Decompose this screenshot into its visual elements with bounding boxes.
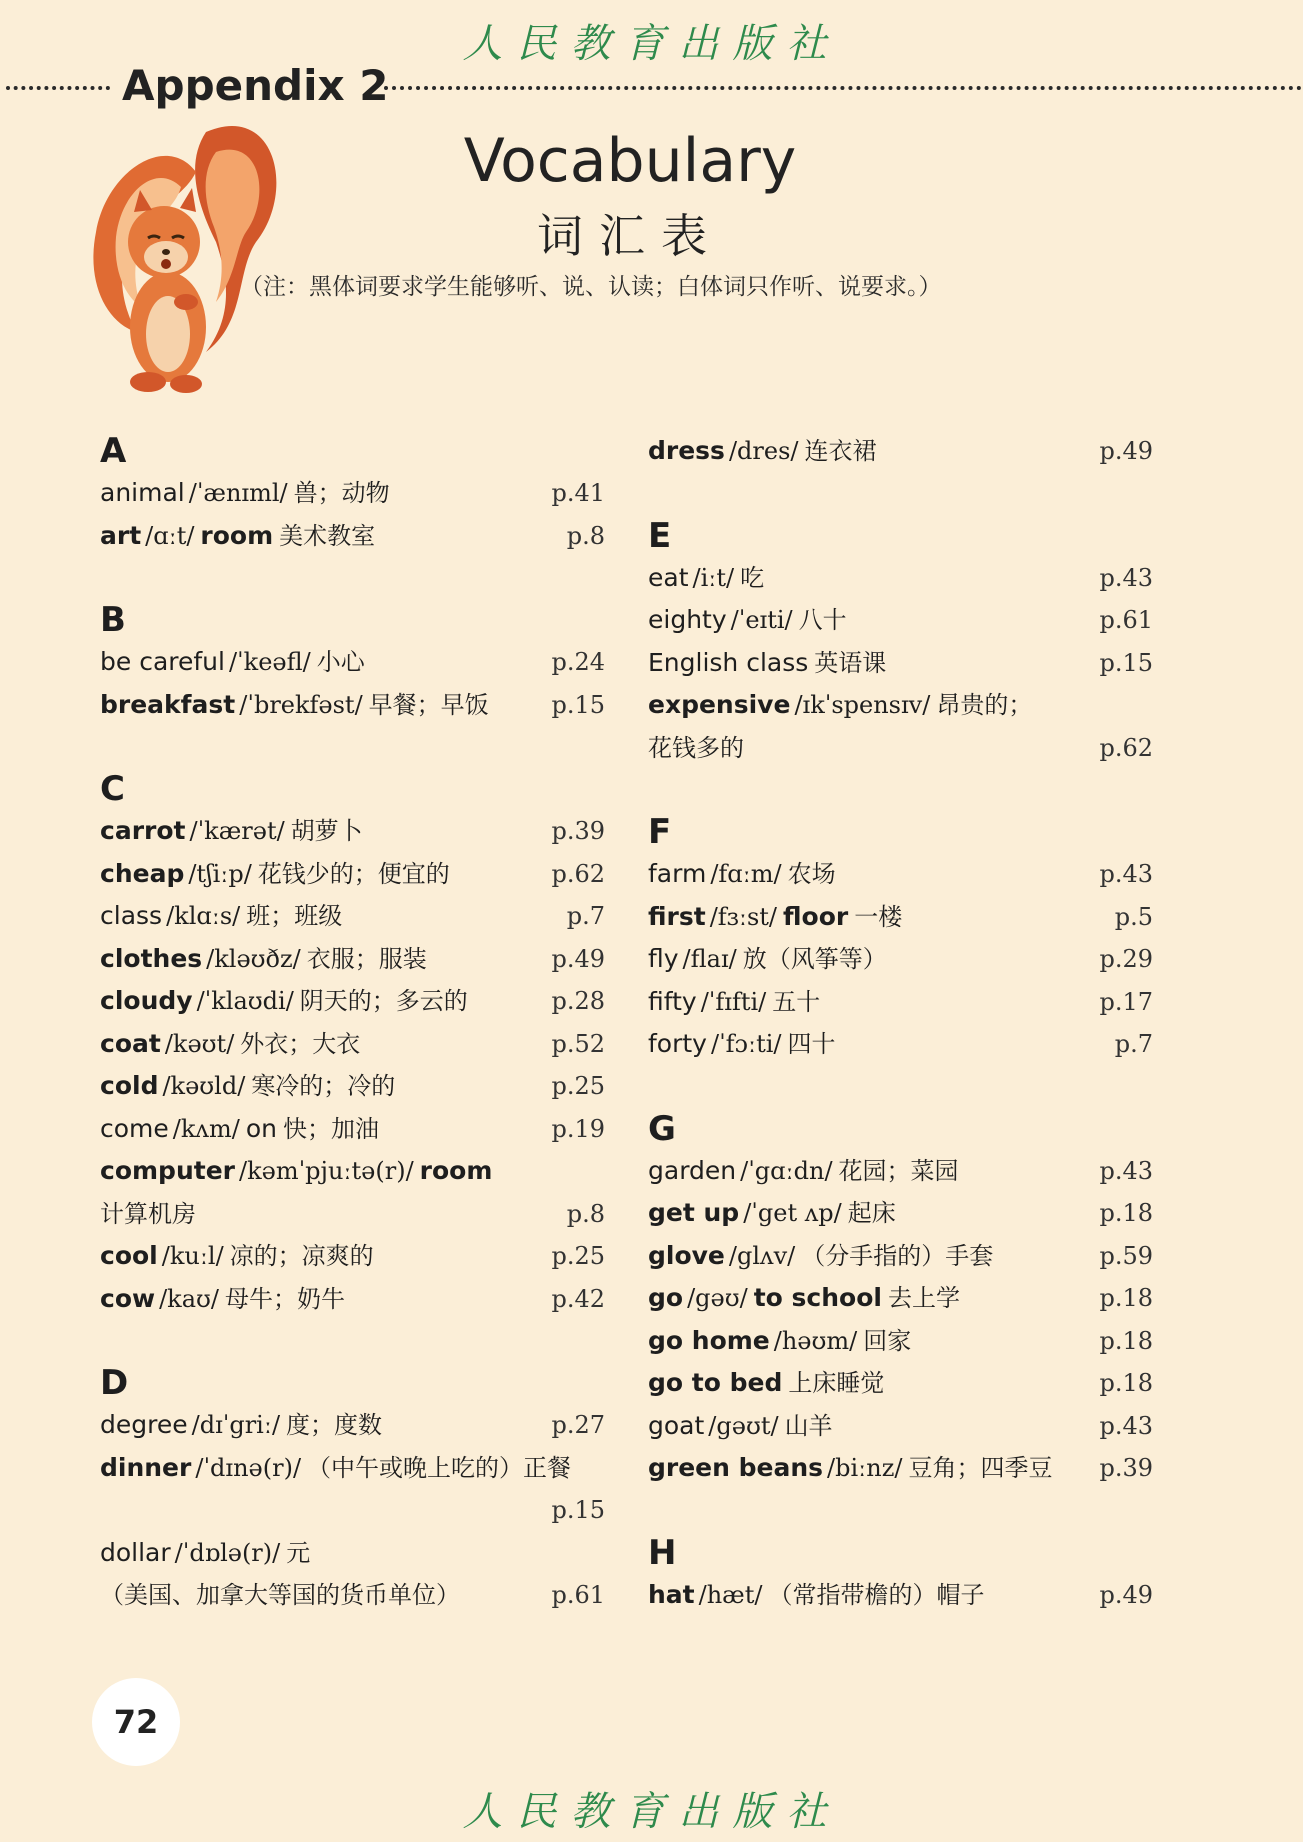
entry-word: go to bed <box>648 1368 783 1397</box>
entry-word: cold <box>100 1071 159 1100</box>
group-spacer <box>100 1320 605 1362</box>
vocab-entry <box>648 1150 1153 1193</box>
letter-group <box>648 769 1153 1066</box>
entry-phonetic: /kuːl/ <box>161 1242 224 1270</box>
entry-page: p.62 <box>551 859 605 888</box>
entry-word: go <box>648 1283 684 1312</box>
entry-meaning: 衣服；服装 <box>306 944 427 973</box>
entry-meaning-cont: 计算机房 <box>100 1199 196 1228</box>
vocab-entry <box>100 472 605 515</box>
vocab-entry <box>100 684 605 727</box>
right-column <box>648 430 1153 1616</box>
entry-meaning: （分手指的）手套 <box>801 1241 994 1270</box>
group-spacer <box>648 1490 1153 1532</box>
entry-meaning: 一楼 <box>854 902 903 931</box>
entry-meaning: 昂贵的； <box>936 691 1033 719</box>
entry-page: p.15 <box>551 1496 605 1524</box>
entry-meaning: 去上学 <box>887 1284 960 1312</box>
vocab-entry <box>648 1192 1153 1235</box>
entry-phonetic: /kləʊðz/ <box>206 944 301 973</box>
entry-word: first <box>648 901 706 931</box>
entry-page: p.25 <box>551 1242 605 1270</box>
entry-page: p.29 <box>1099 945 1153 973</box>
vocab-entry <box>648 684 1153 727</box>
entry-phonetic: /kəʊld/ <box>162 1072 246 1100</box>
letter-group <box>648 1066 1153 1490</box>
vocab-entry <box>648 853 1153 896</box>
entry-word: cool <box>100 1241 158 1270</box>
entry-phonetic: /kəʊt/ <box>164 1029 235 1058</box>
entry-page: p.43 <box>1099 860 1153 888</box>
section-letter: H <box>648 1532 677 1573</box>
dotted-rule-left <box>6 86 110 90</box>
entry-page: p.7 <box>1114 1030 1153 1058</box>
entry-phonetic: /ɑːt/ <box>145 521 195 550</box>
entry-page: p.49 <box>1099 437 1153 465</box>
vocab-entry <box>648 430 1153 473</box>
publisher-header: 人民教育出版社 <box>462 21 841 67</box>
entry-phonetic: /dɪˈgriː/ <box>191 1411 281 1439</box>
entry-meaning: 母牛；奶牛 <box>225 1284 345 1313</box>
entry-meaning: 吃 <box>740 563 765 592</box>
entry-page: p.39 <box>1099 1454 1153 1482</box>
entry-word: go home <box>648 1325 770 1355</box>
vocab-entry <box>648 1405 1153 1448</box>
squirrel-illustration <box>86 112 282 412</box>
entry-word-second: on <box>245 1113 277 1143</box>
entry-phonetic: /ˈklaʊdi/ <box>196 987 294 1015</box>
letter-group <box>100 1320 605 1617</box>
entry-word: class <box>100 901 163 930</box>
entry-word: carrot <box>100 816 186 845</box>
entry-word: green beans <box>648 1453 824 1482</box>
vocab-entry <box>648 1235 1153 1278</box>
vocab-entry <box>100 1278 605 1321</box>
entry-page: p.52 <box>551 1029 605 1058</box>
entry-word: degree <box>100 1410 188 1439</box>
entry-meaning: 上床睡觉 <box>788 1369 885 1397</box>
entry-page: p.61 <box>1099 606 1153 634</box>
entry-continuation <box>100 1193 605 1236</box>
entry-word: goat <box>648 1410 705 1440</box>
entry-meaning: 外衣；大衣 <box>240 1029 361 1058</box>
entry-meaning-cont: 花钱多的 <box>648 733 744 762</box>
vocab-entry <box>648 1277 1153 1320</box>
entry-continuation <box>648 727 1153 770</box>
entry-word: forty <box>648 1029 707 1058</box>
vocab-entry <box>648 896 1153 939</box>
entry-meaning: （常指带檐的）帽子 <box>768 1580 985 1609</box>
entry-phonetic: /ˈgɑːdn/ <box>740 1156 833 1185</box>
entry-meaning: 快；加油 <box>282 1114 379 1143</box>
entry-page: p.49 <box>551 944 605 973</box>
entry-page: p.17 <box>1099 987 1153 1016</box>
entry-phonetic: /ˈfɪfti/ <box>700 987 767 1016</box>
letter-group <box>100 726 605 1320</box>
entry-page: p.61 <box>551 1581 605 1609</box>
vocab-entry <box>100 895 605 938</box>
entry-page: p.7 <box>566 902 605 930</box>
section-letter: B <box>100 600 126 640</box>
entry-page: p.39 <box>551 817 605 845</box>
entry-page: p.5 <box>1114 902 1153 931</box>
entry-phonetic: /ˈbrekfəst/ <box>239 690 363 719</box>
entry-phonetic: /hæt/ <box>698 1580 763 1609</box>
entry-meaning: 八十 <box>798 606 847 634</box>
section-letter: A <box>100 431 127 471</box>
vocabulary-title-cn: 词汇表 <box>537 209 723 263</box>
entry-word: cow <box>100 1283 156 1313</box>
appendix-title: Appendix 2 <box>122 61 389 110</box>
entry-page: p.28 <box>551 987 605 1015</box>
entry-word-second: room <box>419 1156 493 1185</box>
entry-phonetic: /gəʊ/ <box>687 1284 748 1312</box>
vocab-entry <box>100 1447 605 1490</box>
entry-meaning: 早餐；早饭 <box>368 690 489 719</box>
entry-page: p.18 <box>1099 1199 1153 1227</box>
vocab-entry <box>648 1574 1153 1617</box>
entry-word: cloudy <box>100 986 193 1015</box>
vocab-entry <box>100 641 605 684</box>
entry-meaning: 元 <box>286 1538 311 1567</box>
entry-word: dress <box>648 436 725 465</box>
entry-page: p.18 <box>1099 1284 1153 1312</box>
entry-phonetic: /ɪkˈspensɪv/ <box>794 691 931 719</box>
entry-meaning: 放（风筝等） <box>742 945 887 973</box>
vocab-entry <box>100 1023 605 1066</box>
entry-meaning: 兽；动物 <box>293 479 390 507</box>
vocab-entry <box>648 1320 1153 1363</box>
vocab-entry <box>648 1023 1153 1066</box>
entry-meaning: 花钱少的；便宜的 <box>257 859 450 888</box>
entry-phonetic: /klɑːs/ <box>166 902 241 930</box>
entry-page: p.19 <box>551 1114 605 1143</box>
entry-phonetic: /kaʊ/ <box>159 1284 219 1313</box>
entry-word: breakfast <box>100 689 236 719</box>
appendix-header <box>6 62 1302 110</box>
entry-phonetic: /glʌv/ <box>728 1241 796 1270</box>
section-letter: G <box>648 1108 676 1149</box>
entry-word: get up <box>648 1198 740 1227</box>
vocab-entry <box>648 557 1153 600</box>
letter-group <box>648 473 1153 770</box>
entry-word-second: room <box>200 520 274 550</box>
entry-phonetic: /ˈdɪnə(r)/ <box>195 1453 302 1482</box>
entry-page: p.41 <box>551 479 605 507</box>
entry-meaning: 起床 <box>847 1199 896 1227</box>
vocab-entry <box>648 599 1153 642</box>
entry-meaning: （中午或晚上吃的）正餐 <box>307 1453 572 1482</box>
entry-meaning: 豆角；四季豆 <box>908 1454 1053 1482</box>
entry-word: cheap <box>100 858 185 888</box>
entry-page: p.43 <box>1099 563 1153 592</box>
entry-meaning: 回家 <box>863 1326 912 1355</box>
entry-word: eat <box>648 562 689 592</box>
vocab-entry <box>100 1235 605 1278</box>
entry-phonetic: /fɜːst/ <box>709 902 778 931</box>
entry-page: p.43 <box>1099 1411 1153 1440</box>
entry-page: p.18 <box>1099 1369 1153 1397</box>
entry-phonetic: /iːt/ <box>692 563 735 592</box>
vocab-entry <box>100 1065 605 1108</box>
entry-word: come <box>100 1113 169 1143</box>
entry-word: English class <box>648 647 809 677</box>
entry-word: dollar <box>100 1537 171 1567</box>
entry-word: art <box>100 520 142 550</box>
entry-word: glove <box>648 1240 725 1270</box>
group-spacer <box>648 473 1153 515</box>
entry-meaning: 小心 <box>316 648 365 676</box>
entry-page: p.59 <box>1099 1241 1153 1270</box>
note: （注：黑体词要求学生能够听、说、认读；白体词只作听、说要求。） <box>240 274 942 300</box>
vocab-entry <box>100 1404 605 1447</box>
entry-page: p.49 <box>1099 1580 1153 1609</box>
entry-phonetic: /ˈget ʌp/ <box>743 1199 842 1227</box>
letter-group <box>648 430 1153 473</box>
entry-meaning: 英语课 <box>814 648 887 677</box>
entry-meaning: 凉的；凉爽的 <box>229 1242 374 1270</box>
vocab-entry <box>648 642 1153 685</box>
entry-word-second: floor <box>783 901 849 931</box>
entry-page: p.24 <box>551 648 605 676</box>
entry-page: p.8 <box>566 521 605 550</box>
entry-meaning: 寒冷的；冷的 <box>251 1072 396 1100</box>
vocab-entry <box>100 515 605 558</box>
entry-meaning: 农场 <box>787 860 836 888</box>
entry-word: fly <box>648 944 679 973</box>
vocab-entry <box>648 981 1153 1024</box>
entry-phonetic: /ˈfɔːti/ <box>710 1030 782 1058</box>
entry-page: p.42 <box>551 1284 605 1313</box>
entry-meaning: 度；度数 <box>286 1411 383 1439</box>
entry-word: be careful <box>100 647 225 676</box>
entry-word: expensive <box>648 690 791 719</box>
letter-group <box>648 1490 1153 1617</box>
entry-phonetic: /ˈkærət/ <box>189 817 285 845</box>
section-letter: F <box>648 812 672 852</box>
entry-word: computer <box>100 1156 235 1185</box>
entry-phonetic: /dres/ <box>728 437 799 465</box>
entry-page: p.25 <box>551 1072 605 1100</box>
vocabulary-title: Vocabulary <box>463 126 797 196</box>
entry-page: p.43 <box>1099 1156 1153 1185</box>
dotted-rule-right <box>384 86 1302 90</box>
section-letter: E <box>648 515 672 556</box>
vocab-entry <box>100 980 605 1023</box>
entry-phonetic: /ˈænɪml/ <box>188 479 288 507</box>
entry-phonetic: /gəʊt/ <box>708 1411 779 1440</box>
entry-meaning: 班；班级 <box>246 902 343 930</box>
vocab-entry <box>100 1108 605 1151</box>
vocab-entry <box>648 1362 1153 1405</box>
entry-meaning: 五十 <box>772 987 821 1016</box>
entry-meaning: 阴天的；多云的 <box>299 987 468 1015</box>
entry-word: farm <box>648 859 707 888</box>
entry-phonetic: /kʌm/ <box>172 1114 240 1143</box>
section-letter: D <box>100 1363 129 1403</box>
entry-word: clothes <box>100 943 203 973</box>
entry-phonetic: /ˈeɪti/ <box>730 606 793 634</box>
entry-meaning: 美术教室 <box>279 521 376 550</box>
vocab-entry <box>100 938 605 981</box>
entry-continuation <box>100 1574 605 1617</box>
group-spacer <box>100 557 605 599</box>
entry-phonetic: /ˈdɒlə(r)/ <box>174 1538 281 1567</box>
entry-meaning: 四十 <box>787 1030 836 1058</box>
entry-page: p.18 <box>1099 1326 1153 1355</box>
entry-page: p.15 <box>1099 648 1153 677</box>
publisher-footer: 人民教育出版社 <box>462 1789 841 1835</box>
page-number: 72 <box>92 1678 180 1766</box>
entry-word-second: to school <box>753 1283 882 1312</box>
entry-page: p.27 <box>551 1411 605 1439</box>
entry-phonetic: /flaɪ/ <box>682 945 737 973</box>
entry-phonetic: /fɑːm/ <box>710 860 782 888</box>
entry-word: hat <box>648 1579 695 1609</box>
entry-page: p.8 <box>566 1199 605 1228</box>
group-spacer <box>100 726 605 768</box>
entry-word: animal <box>100 478 185 507</box>
vocab-entry <box>100 1150 605 1193</box>
entry-phonetic: /həʊm/ <box>773 1326 858 1355</box>
entry-phonetic: /ˈkeəfl/ <box>228 648 311 676</box>
vocab-entry <box>648 938 1153 981</box>
entry-word: fifty <box>648 986 697 1016</box>
entry-meaning: 花园；菜园 <box>838 1156 959 1185</box>
entry-meaning-cont: （美国、加拿大等国的货币单位） <box>100 1581 460 1609</box>
section-letter: C <box>100 769 125 809</box>
vocab-entry <box>648 1447 1153 1490</box>
letter-group <box>100 557 605 726</box>
vocab-entry <box>100 853 605 896</box>
letter-group <box>100 430 605 557</box>
entry-word: eighty <box>648 605 727 634</box>
entry-meaning: 胡萝卜 <box>290 817 363 845</box>
left-column <box>100 430 605 1617</box>
entry-page: p.62 <box>1099 733 1153 762</box>
entry-meaning: 山羊 <box>784 1411 833 1440</box>
entry-phonetic: /kəmˈpjuːtə(r)/ <box>238 1157 414 1185</box>
group-spacer <box>648 769 1153 811</box>
entry-phonetic: /biːnz/ <box>827 1454 903 1482</box>
entry-phonetic: /tʃiːp/ <box>188 859 252 888</box>
entry-word: coat <box>100 1028 161 1058</box>
entry-page: p.15 <box>551 690 605 719</box>
entry-meaning: 连衣裙 <box>804 437 877 465</box>
entry-word: dinner <box>100 1452 192 1482</box>
vocab-entry <box>100 1532 605 1575</box>
entry-continuation <box>100 1489 605 1532</box>
group-spacer <box>648 1066 1153 1108</box>
vocab-entry <box>100 810 605 853</box>
entry-word: garden <box>648 1155 737 1185</box>
